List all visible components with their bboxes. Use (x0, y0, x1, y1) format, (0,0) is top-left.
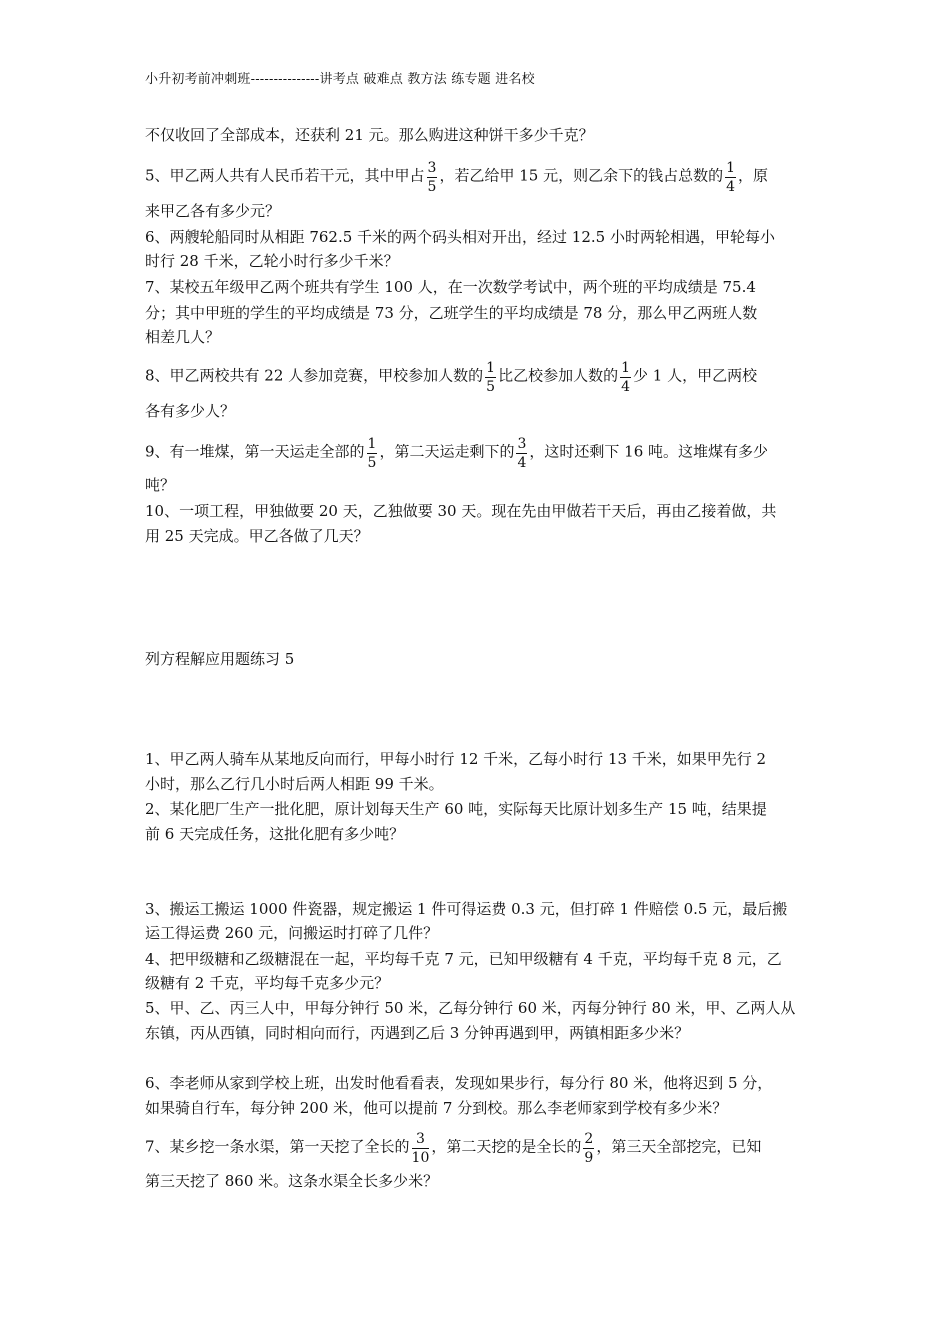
text-line: 东镇，丙从西镇，同时相向而行，丙遇到乙后 3 分钟再遇到甲，两镇相距多少米？ (145, 1024, 690, 1042)
question-text: ，第三天全部挖完，已知 (596, 1137, 762, 1156)
fraction (367, 437, 378, 470)
fraction-numerator: 2 (584, 1131, 594, 1147)
text-line: 4、把甲级糖和乙级糖混在一起，平均每千克 7 元，已知甲级糖有 4 千克，平均每千克 8 元，乙 (145, 950, 782, 968)
question-9-line (145, 436, 769, 471)
fraction (620, 361, 631, 394)
fraction-numerator: 3 (427, 160, 437, 176)
text-line: 小时，那么乙行几小时后两人相距 99 千米。 (145, 775, 444, 793)
text-line: 不仅收回了全部成本，还获利 21 元。那么购进这种饼干多少千克？ (145, 126, 594, 144)
text-line: 2、某化肥厂生产一批化肥，原计划每天生产 60 吨，实际每天比原计划多生产 15 吨，结果提 (145, 800, 767, 818)
question-text: 8、甲乙两校共有 22 人参加竞赛，甲校参加人数的 (145, 366, 484, 385)
fraction-denominator: 5 (486, 379, 496, 395)
text-line: 第三天挖了 860 米。这条水渠全长多少米？ (145, 1172, 439, 1190)
fraction-numerator: 3 (517, 436, 527, 452)
question-text: ，第二天挖的是全长的 (431, 1137, 582, 1156)
text-line: 运工得运费 260 元，问搬运时打碎了几件？ (145, 924, 439, 942)
question-text: 少 1 人，甲乙两校 (633, 366, 758, 385)
question-text: 7、某乡挖一条水渠，第一天挖了全长的 (145, 1137, 410, 1156)
question-text: 比乙校参加人数的 (498, 366, 619, 385)
text-line: 1、甲乙两人骑车从某地反向而行，甲每小时行 12 千米，乙每小时行 13 千米，如果甲先行 2 (145, 750, 767, 768)
page-header: 小升初考前冲刺班---------------讲考点 破难点 教方法 练专题 进名校 (145, 72, 535, 87)
text-line: 用 25 天完成。甲乙各做了几天？ (145, 527, 369, 545)
question-text: ，原 (738, 166, 769, 185)
question-text: ，若乙给甲 15 元，则乙余下的钱占总数的 (439, 166, 724, 185)
text-line: 7、某校五年级甲乙两个班共有学生 100 人，在一次数学考试中，两个班的平均成绩是 75.4 (145, 278, 756, 296)
fraction (516, 437, 527, 470)
question-text: ，第二天运走剩下的 (379, 442, 515, 461)
fraction (725, 161, 736, 194)
section-title: 列方程解应用题练习 5 (145, 650, 295, 668)
fraction (427, 161, 438, 194)
fraction-numerator: 1 (621, 360, 631, 376)
question-text: 5、甲乙两人共有人民币若干元，其中甲占 (145, 166, 425, 185)
fraction-denominator: 4 (621, 379, 631, 395)
text-line: 相差几人？ (145, 328, 221, 346)
fraction (412, 1132, 430, 1165)
question-8-line (145, 360, 758, 395)
text-line: 来甲乙各有多少元？ (145, 202, 281, 220)
fraction-denominator: 10 (411, 1150, 430, 1166)
fraction (485, 361, 496, 394)
fraction (583, 1132, 594, 1165)
text-line: 5、甲、乙、丙三人中，甲每分钟行 50 米，乙每分钟行 60 米，丙每分钟行 80 米，甲、乙两人从 (145, 999, 796, 1017)
text-line: 6、两艘轮船同时从相距 762.5 千米的两个码头相对开出，经过 12.5 小时两轮相遇，甲轮每小 (145, 228, 775, 246)
text-line: 前 6 天完成任务，这批化肥有多少吨？ (145, 825, 405, 843)
fraction-denominator: 5 (427, 179, 437, 195)
question-text: 9、有一堆煤，第一天运走全部的 (145, 442, 365, 461)
text-line: 分；其中甲班的学生的平均成绩是 73 分，乙班学生的平均成绩是 78 分，那么甲乙两班人数 (145, 304, 758, 322)
fraction-denominator: 4 (726, 179, 736, 195)
fraction-numerator: 3 (412, 1132, 430, 1149)
question-text: ，这时还剩下 16 吨。这堆煤有多少 (529, 442, 769, 461)
text-line: 3、搬运工搬运 1000 件瓷器，规定搬运 1 件可得运费 0.3 元，但打碎 1 件赔偿 0.5 元，最后搬 (145, 900, 788, 918)
question-7-line (145, 1131, 762, 1166)
fraction-numerator: 1 (726, 160, 736, 176)
fraction-numerator: 1 (367, 436, 377, 452)
text-line: 级糖有 2 千克，平均每千克多少元？ (145, 974, 390, 992)
text-line: 如果骑自行车，每分钟 200 米，他可以提前 7 分到校。那么李老师家到学校有多少米？ (145, 1099, 728, 1117)
text-line: 时行 28 千米，乙轮小时行多少千米？ (145, 252, 399, 270)
fraction-denominator: 5 (367, 455, 377, 471)
text-line: 吨？ (145, 476, 176, 494)
fraction-numerator: 1 (486, 360, 496, 376)
text-line: 6、李老师从家到学校上班，出发时他看看表，发现如果步行，每分行 80 米，他将迟到 5 分， (145, 1074, 773, 1092)
fraction-denominator: 9 (584, 1150, 594, 1166)
text-line: 各有多少人？ (145, 402, 236, 420)
question-5-line (145, 160, 769, 195)
text-line: 10、一项工程，甲独做要 20 天，乙独做要 30 天。现在先由甲做若干天后，再由乙接着做，共 (145, 502, 777, 520)
fraction-denominator: 4 (517, 455, 527, 471)
